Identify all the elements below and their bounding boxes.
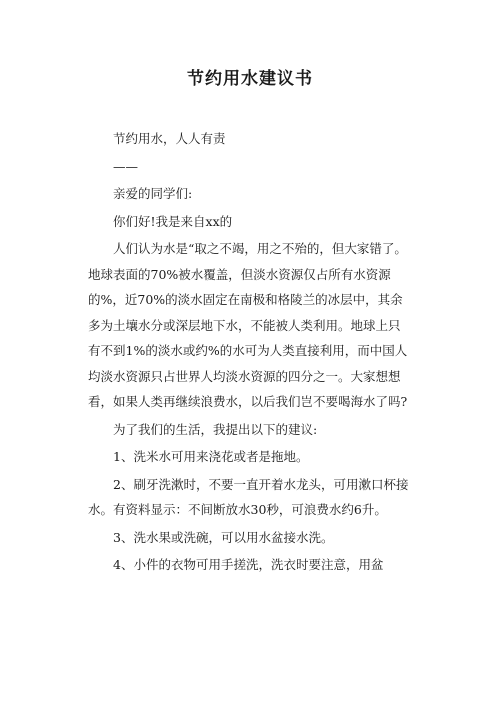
intro-line: 你们好!我是来自xx的 [113,213,233,229]
greeting: 亲爱的同学们: [113,186,193,201]
suggestion-item-2: 2、刷牙洗漱时，不要一直开着水龙头，可用漱口杯接水。有资料显示：不间断放水30秒，可浪费水约6升。 [88,476,409,517]
suggestion-item-4: 4、小件的衣物可用手搓洗，洗衣时要注意，用盆 [113,557,384,572]
document-title: 节约用水建议书 [187,69,313,89]
suggestion-item-1: 1、洗米水可用来浇花或者是拖地。 [113,449,309,464]
subtitle: 节约用水，人人有责 [113,131,226,146]
paragraph-main: 人们认为水是“取之不竭，用之不殆的，但大家错了。地球表面的70%被水覆盖，但淡水资源仅占所有水资源的%，近70%的淡水固定在南极和格陵兰的冰层中，其余多为土壤水分或深层地下水，不能被人类利用。地球上只有不到1%的淡水或约%的水可为人类直接利用，而中国人均淡水资源只占世界人均淡水资源的四分之一。大家想想看，如果人类再继续浪费水，以后我们岂不要喝海水了吗? [88,241,408,409]
dash-line: —— [113,158,138,174]
suggestion-intro: 为了我们的生活，我提出以下的建议: [113,421,318,437]
document-body [88,126,410,580]
suggestion-item-3: 3、洗水果或洗碗，可以用水盆接水洗。 [113,529,334,545]
